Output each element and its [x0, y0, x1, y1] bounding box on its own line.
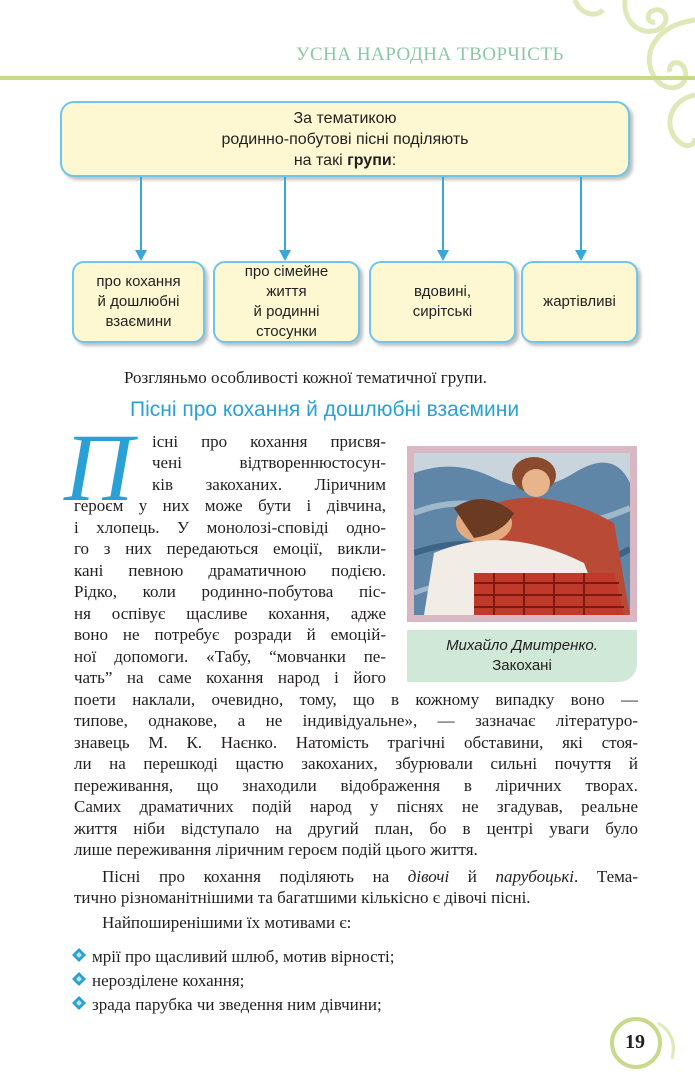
group-box-family [213, 261, 360, 343]
topic-line: родинно-побутові пісні поділяють [221, 131, 469, 148]
bullet-item [92, 970, 244, 991]
text-line: ня оспівує щасливе кохання, адже [74, 604, 386, 623]
paragraph-2-line: тично різноманітнішими та багатшими кількісно є дівочі пісні. [74, 888, 531, 907]
text-line: чать” на саме кохання народ і його [74, 668, 386, 687]
caption-title: Закохані [492, 657, 552, 674]
caption-author: Михайло Дмитренко. [446, 637, 598, 654]
intro-sentence: Розгляньмо особливості кожної тематичної групи. [124, 368, 487, 387]
diamond-bullet-icon [72, 996, 86, 1010]
text-line: життя ніби відступало на другий план, бо в центрі уваги було [74, 819, 638, 838]
text-line: Самих драматичних подій народ у піснях не згадував, реальне [74, 797, 638, 816]
group-label-line: про кохання [96, 273, 181, 290]
group-label-line: й дошлюбні [97, 293, 180, 310]
bullet-text: нерозділене кохання; [92, 971, 245, 990]
text-line: воно не потребує розради й емоцій- [74, 625, 386, 644]
text-line: і хлопець. У монолозі-сповіді одно- [74, 518, 386, 537]
topic-line: За тематикою [293, 110, 397, 127]
figure-caption [407, 630, 637, 682]
paragraph-2-line: Пісні про кохання поділяють на дівочі й парубоцькі. Тема- [102, 867, 638, 886]
drop-cap: П [64, 414, 134, 521]
diagram-arrow-line [140, 177, 142, 251]
text-line: ної допомоги. «Табу, “мовчанки пе- [74, 647, 386, 666]
diamond-bullet-icon [72, 948, 86, 962]
text-line: го з них передаються емоції, викли- [74, 539, 386, 558]
bullet-text: зрада парубка чи зведення ним дівчини; [92, 995, 382, 1014]
paragraph-3: Найпоширенішими їх мотивами є: [102, 913, 352, 932]
section-heading: Пісні про кохання й дошлюбні взаємини [130, 398, 520, 421]
group-label-line: вдовині, [413, 283, 472, 300]
text-line: переживання, що знаходили відображення в ліричних творах. [74, 776, 638, 795]
painting-lovers-image [414, 453, 630, 615]
diagram-topic-box [60, 101, 630, 177]
diagram-arrow-line [580, 177, 582, 251]
group-label-line: й родинні [253, 303, 320, 320]
group-label-line: життя [266, 283, 307, 300]
painting-frame [407, 446, 637, 622]
text-line: поети наклали, очевидно, тому, що в кожному випадку воно — [74, 690, 638, 709]
text-line: існі про кохання присвя- [152, 432, 386, 451]
bullet-text: мрії про щасливий шлюб, мотив вірності; [92, 947, 395, 966]
text-line: кані певною драматичною подією. [74, 561, 386, 580]
group-box-humorous [521, 261, 638, 343]
diagram-arrowhead [437, 250, 449, 261]
text-line: чені відтвореннюстосун- [152, 453, 386, 472]
bullet-item [92, 994, 382, 1015]
diamond-bullet-icon [72, 972, 86, 986]
group-box-love [72, 261, 205, 343]
text-line: типове, однакове, а не індивідуальне», — зазначає літературо- [74, 711, 638, 730]
text-line: знавець М. К. Наєнко. Натомість трагічні обставини, які стоя- [74, 733, 638, 752]
text-line: Рідко, коли родинно-побутова піс- [74, 582, 386, 601]
group-label-line: жартівливі [543, 293, 616, 310]
running-header: УСНА НАРОДНА ТВОРЧІСТЬ [296, 44, 564, 65]
diagram-arrowhead [279, 250, 291, 261]
group-box-widows-orphans [369, 261, 516, 343]
diagram-arrowhead [135, 250, 147, 261]
group-label-line: стосунки [256, 323, 317, 340]
text-line: ли на перешкоді щастю закоханих, збурювали сильні почуття й [74, 754, 638, 773]
topic-line: на такі групи: [293, 152, 397, 169]
group-label-line: сирітські [412, 303, 473, 320]
header-rule [0, 76, 695, 80]
diagram-arrow-line [442, 177, 444, 251]
diagram-arrow-line [284, 177, 286, 251]
text-line: лише переживання ліричним героєм подій цього життя. [74, 840, 478, 859]
diagram-arrowhead [575, 250, 587, 261]
group-label-line: про сімейне [244, 263, 329, 280]
page-number: 19 [625, 1031, 645, 1053]
bullet-item [92, 946, 395, 967]
group-label-line: взаємини [105, 313, 172, 330]
text-line: ків закоханих. Ліричним [152, 475, 386, 494]
text-line: героєм у них може бути і дівчина, [74, 496, 386, 515]
